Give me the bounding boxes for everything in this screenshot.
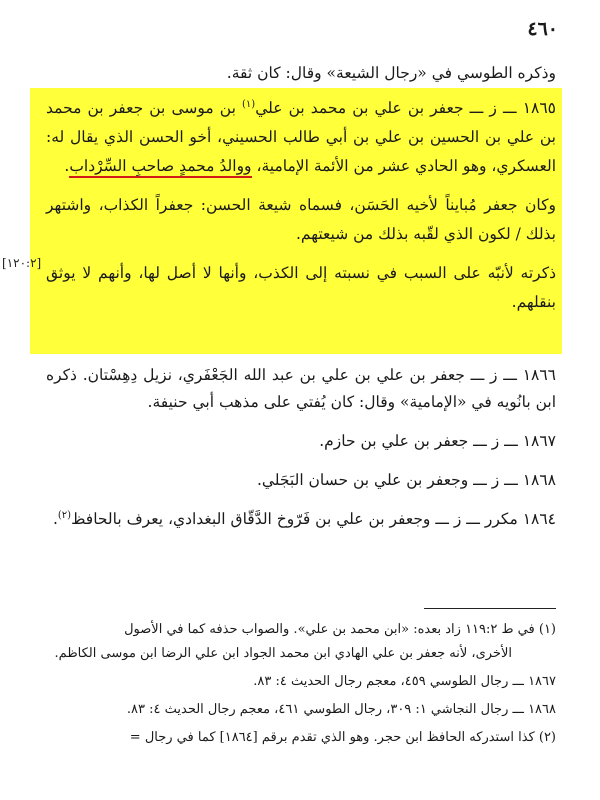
intro-line: وذكره الطوسي في «رجال الشيعة» وقال: كان ثقة. (226, 64, 556, 82)
footnotes (36, 618, 556, 750)
footnote-1-line-2: الأخرى، لأنه جعفر بن علي الهادي ابن محمد الجواد ابن علي الرضا ابن موسى الكاظم. (54, 646, 512, 661)
entry-1866: ١٨٦٦ ـــ ز ـــ جعفر بن علي بن علي بن عبد الله الجَعْفَري، نزيل دِهِسْتان. ذكره ابن بانُويه في «الإمامية» وقال: كان يُفتي على مذهب أبي حنيفة. (46, 366, 556, 411)
entry-1867: ١٨٦٧ ـــ ز ـــ جعفر بن علي بن حازم. (319, 432, 556, 450)
entry-1864-repeat (46, 506, 556, 533)
entry-1865-text-a: ١٨٦٥ ـــ ز ـــ جعفر بن علي بن محمد بن علي (255, 99, 556, 117)
footnote-2: (٢) كذا استدركه الحافظ ابن حجر. وهو الذي تقدم برقم [١٨٦٤] كما في رجال = (129, 730, 556, 745)
entry-1865-period: . (64, 157, 70, 175)
footnote-marker-1[interactable]: (١) (242, 98, 256, 110)
entry-1865 (46, 94, 556, 317)
underlined-phrase: ووالدُ محمدٍ صاحبِ السِّرْداب (69, 157, 251, 178)
entry-1865-paragraph-1 (46, 94, 556, 181)
footnote-ref-1867: ١٨٦٧ ـــ رجال الطوسي ٤٥٩، معجم رجال الحديث ٤: ٨٣. (253, 674, 556, 689)
entry-1865-paragraph-2: وكان جعفر مُبايناً لأخيه الحَسَن، فسماه شيعة الحسن: جعفراً الكذاب، واشتهر بذلك / لكون الذي لقّبه بذلك من شيعتهم. (46, 196, 556, 243)
footnote-ref-1868: ١٨٦٨ ـــ رجال النجاشي ١: ٣٠٩، رجال الطوسي ٤٦١، معجم رجال الحديث ٤: ٨٣. (126, 702, 556, 717)
entry-1865-paragraph-3: ذكرته لأنبّه على السبب في نسبته إلى الكذب، وأنها لا أصل لها، وأنهم لا يوثق بنقلهم. (46, 264, 556, 311)
footnote-1-line-1: (١) في ط ١١٩:٢ زاد بعده: «ابن محمد بن علي». والصواب حذفه كما في الأصول (124, 622, 556, 637)
footnote-marker-2[interactable]: (٢) (57, 509, 72, 521)
entry-1865-text-b: بن موسى بن جعفر بن محمد بن علي بن الحسين بن علي بن أبي طالب الحسيني، أخو الحسن الذي يقال له: العسكري، وهو الحادي عشر من الأئمة الإمامية، (46, 99, 556, 175)
entry-1868: ١٨٦٨ ـــ ز ـــ وجعفر بن علي بن حسان البَجَلي. (256, 471, 556, 489)
footnote-divider (424, 608, 556, 609)
entry-1864-period: . (52, 510, 58, 528)
entries-list (46, 362, 556, 533)
entry-1864-text: ١٨٦٤ مكرر ـــ ز ـــ وجعفر بن علي بن فَرّوخ الدَّقّاق البغدادي، يعرف بالحافظ (71, 510, 556, 528)
margin-reference: [١٢٠:٢] (2, 256, 42, 270)
page-number: ٤٦٠ (527, 18, 558, 40)
